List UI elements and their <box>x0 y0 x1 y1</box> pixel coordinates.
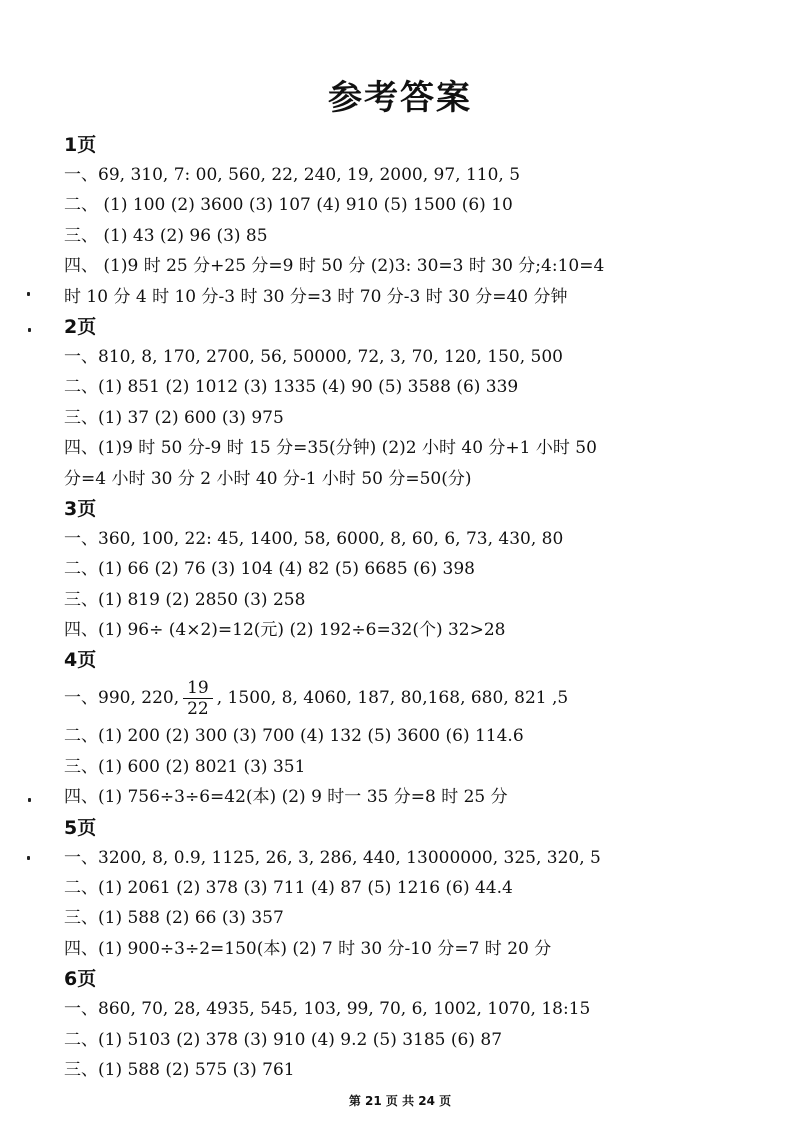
scan-speck <box>28 328 31 332</box>
section-page-1 <box>64 130 774 312</box>
section-page-6 <box>64 964 774 1085</box>
answer-line: 一、810, 8, 170, 2700, 56, 50000, 72, 3, 70, 120, 150, 500 <box>64 346 563 367</box>
answer-line: 一、860, 70, 28, 4935, 545, 103, 99, 70, 6, 1002, 1070, 18:15 <box>64 999 591 1020</box>
answer-line: 时 10 分 4 时 10 分-3 时 30 分=3 时 70 分-3 时 30 分=40 分钟 <box>64 286 568 307</box>
section-heading: 4页 <box>64 649 97 672</box>
fraction-numerator: 19 <box>183 678 213 699</box>
section-heading: 6页 <box>64 968 97 991</box>
answer-line: 三、(1) 600 (2) 8021 (3) 351 <box>64 756 306 777</box>
answer-line: 四、(1) 756÷3÷6=42(本) (2) 9 时一 35 分=8 时 25 分 <box>64 787 508 808</box>
answer-line: 二、(1) 851 (2) 1012 (3) 1335 (4) 90 (5) 3588 (6) 339 <box>64 377 519 398</box>
answer-line: 二、(1) 66 (2) 76 (3) 104 (4) 82 (5) 6685 (6) 398 <box>64 559 475 580</box>
answer-line: 三、(1) 37 (2) 600 (3) 975 <box>64 407 284 428</box>
answer-content <box>64 130 774 1085</box>
section-heading: 3页 <box>64 497 97 520</box>
answer-line: 二、(1) 2061 (2) 378 (3) 711 (4) 87 (5) 1216 (6) 44.4 <box>64 878 513 899</box>
section-page-3 <box>64 494 774 646</box>
section-heading: 2页 <box>64 315 97 338</box>
answer-line: 一、360, 100, 22: 45, 1400, 58, 6000, 8, 60, 6, 73, 430, 80 <box>64 528 564 549</box>
answer-line: 四、(1) 900÷3÷2=150(本) (2) 7 时 30 分-10 分=7 时 20 分 <box>64 938 552 959</box>
answer-line: 四、(1)9 时 50 分-9 时 15 分=35(分钟) (2)2 小时 40 分+1 小时 50 <box>64 438 597 459</box>
fraction-denominator: 22 <box>187 698 209 719</box>
answer-line: 四、 (1)9 时 25 分+25 分=9 时 50 分 (2)3: 30=3 时 30 分;4:10=4 <box>64 256 605 277</box>
fraction-line-after: , 1500, 8, 4060, 187, 80,168, 680, 821 ,5 <box>216 688 569 709</box>
answer-line: 一、3200, 8, 0.9, 1125, 26, 3, 286, 440, 13000000, 325, 320, 5 <box>64 847 601 868</box>
section-page-4 <box>64 645 774 812</box>
page-footer: 第 21 页 共 24 页 <box>348 1094 452 1108</box>
answer-line: 三、 (1) 43 (2) 96 (3) 85 <box>64 225 268 246</box>
answer-line: 四、(1) 96÷ (4×2)=12(元) (2) 192÷6=32(个) 32>28 <box>64 620 506 641</box>
answer-line: 二、(1) 5103 (2) 378 (3) 910 (4) 9.2 (5) 3185 (6) 87 <box>64 1029 503 1050</box>
fraction <box>183 678 213 719</box>
fraction-line-before: 一、990, 220, <box>64 688 180 709</box>
answer-line: 三、(1) 819 (2) 2850 (3) 258 <box>64 589 306 610</box>
scan-speck <box>28 798 31 802</box>
answer-line-with-fraction <box>64 675 774 721</box>
answer-line: 一、69, 310, 7: 00, 560, 22, 240, 19, 2000, 97, 110, 5 <box>64 165 521 185</box>
page-title: 参考答案 <box>328 78 472 118</box>
scan-speck <box>27 292 30 296</box>
section-heading: 1页 <box>64 134 97 156</box>
answer-line: 分=4 小时 30 分 2 小时 40 分-1 小时 50 分=50(分) <box>64 468 472 489</box>
answer-line: 三、(1) 588 (2) 575 (3) 761 <box>64 1059 295 1080</box>
section-heading: 5页 <box>64 816 97 839</box>
scan-speck <box>27 856 30 860</box>
section-page-5 <box>64 813 774 965</box>
answer-line: 二、(1) 200 (2) 300 (3) 700 (4) 132 (5) 3600 (6) 114.6 <box>64 726 524 747</box>
section-page-2 <box>64 312 774 494</box>
answer-line: 二、 (1) 100 (2) 3600 (3) 107 (4) 910 (5) 1500 (6) 10 <box>64 195 513 216</box>
answer-line: 三、(1) 588 (2) 66 (3) 357 <box>64 908 284 929</box>
